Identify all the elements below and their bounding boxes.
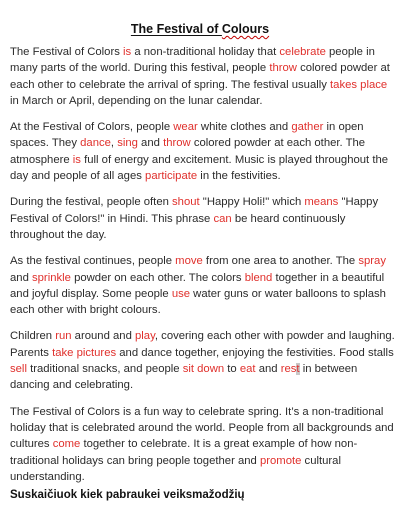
text-segment: around and [71,330,135,343]
text-segment: in the festivities. [197,170,281,183]
highlighted-verb: sprinkle [32,271,71,284]
text-segment: The Festival of Colors is a fun way to celebrate spring. It’s a non-traditional holiday that is celebrated around the world. People from all backgrounds and cultures [10,405,394,451]
highlighted-verb: run [55,330,72,343]
highlighted-verb: blend [244,271,273,284]
text-segment: from one area to another. The [202,255,359,268]
highlighted-verb: take pictures [52,346,117,359]
text-segment: full of energy and excitement. Music is played throughout the day and people of all ages [10,153,389,183]
text-segment: in open spaces. They [10,121,364,150]
highlighted-verb: spray [358,255,386,268]
text-segment: As the festival continues, people [10,255,176,268]
text-segment: The Festival of Colors [10,46,124,58]
highlighted-verb: use [171,287,191,300]
paragraph-4 [10,253,395,318]
text-segment: cultural understanding. [10,454,341,483]
task-instruction: Suskaičiuok kiek pabraukei veiksmažodžių [10,489,245,501]
highlighted-verb: t [296,363,300,376]
text-segment: During the festival, people often [10,196,173,209]
highlighted-verb: play [135,330,155,343]
text-segment: together in a beautiful and joyful display. Some people [10,271,385,300]
text-segment: a non-traditional holiday that [131,46,280,58]
highlighted-verb: is [123,46,132,58]
highlighted-verb: takes place [330,78,388,91]
highlighted-verb: means [304,196,339,209]
highlighted-verb: promote [259,454,302,467]
highlighted-verb: can [213,212,232,225]
text-segment: to [224,363,240,376]
text-segment: "Happy Festival of Colors!" in Hindi. This phrase [10,196,379,225]
highlighted-verb: is [72,153,81,166]
highlighted-verb: throw [163,137,191,150]
text-segment: , covering each other with powder and laughing. Parents [10,330,395,359]
highlighted-verb: throw [269,62,297,75]
text-segment: and dance together, enjoying the festivities. Food stalls [116,346,394,359]
text-segment: and [137,137,164,150]
paragraph-5 [10,328,395,393]
text-segment: white clothes and [197,121,292,134]
text-segment: in March or April, depending on the lunar calendar. [10,94,263,107]
document-body [10,44,395,495]
text-segment: colored powder at each other. The atmosphere [10,137,366,166]
document-title [0,22,400,36]
paragraph-2 [10,119,395,184]
highlighted-verb: come [52,438,81,451]
paragraph-1 [10,44,395,109]
highlighted-verb: sell [10,363,27,376]
highlighted-verb: move [175,255,203,268]
text-segment: in between dancing and celebrating. [10,363,358,392]
text-segment: "Happy Holi!" which [199,196,305,209]
highlighted-verb: dance [80,137,111,150]
text-segment: traditional snacks, and people [26,363,183,376]
paragraph-6 [10,404,395,485]
highlighted-verb: sing [117,137,138,150]
text-segment: At the Festival of Colors, people [10,121,174,134]
text-segment: people in many parts of the world. During this festival, people [10,46,375,75]
text-segment: Children [10,330,56,343]
highlighted-verb: wear [173,121,198,134]
text-segment: and [10,271,32,284]
title-text-part1: The Festival of [130,22,222,36]
text-segment: powder on each other. The colors [70,271,245,284]
highlighted-verb: gather [291,121,324,134]
highlighted-verb: shout [172,196,200,209]
highlighted-verb: participate [145,170,198,183]
paragraph-3 [10,194,395,243]
text-segment: and [255,363,281,376]
highlighted-verb: eat [239,363,256,376]
text-segment: colored powder at each other to celebrate the arrival of spring. The festival usually [10,62,390,91]
title-text-part2: Colours [221,22,270,36]
highlighted-verb: sit down [182,363,225,376]
text-segment: water guns or water balloons to splash each other with bright colours. [10,287,386,317]
highlighted-verb: celebrate [279,46,326,58]
text-segment: , [110,137,118,150]
highlighted-verb: res [280,363,297,376]
text-segment: together to celebrate. It is a great example of how non-traditional holidays can bring people together and [10,438,358,467]
text-segment: be heard continuously throughout the day. [10,212,346,241]
